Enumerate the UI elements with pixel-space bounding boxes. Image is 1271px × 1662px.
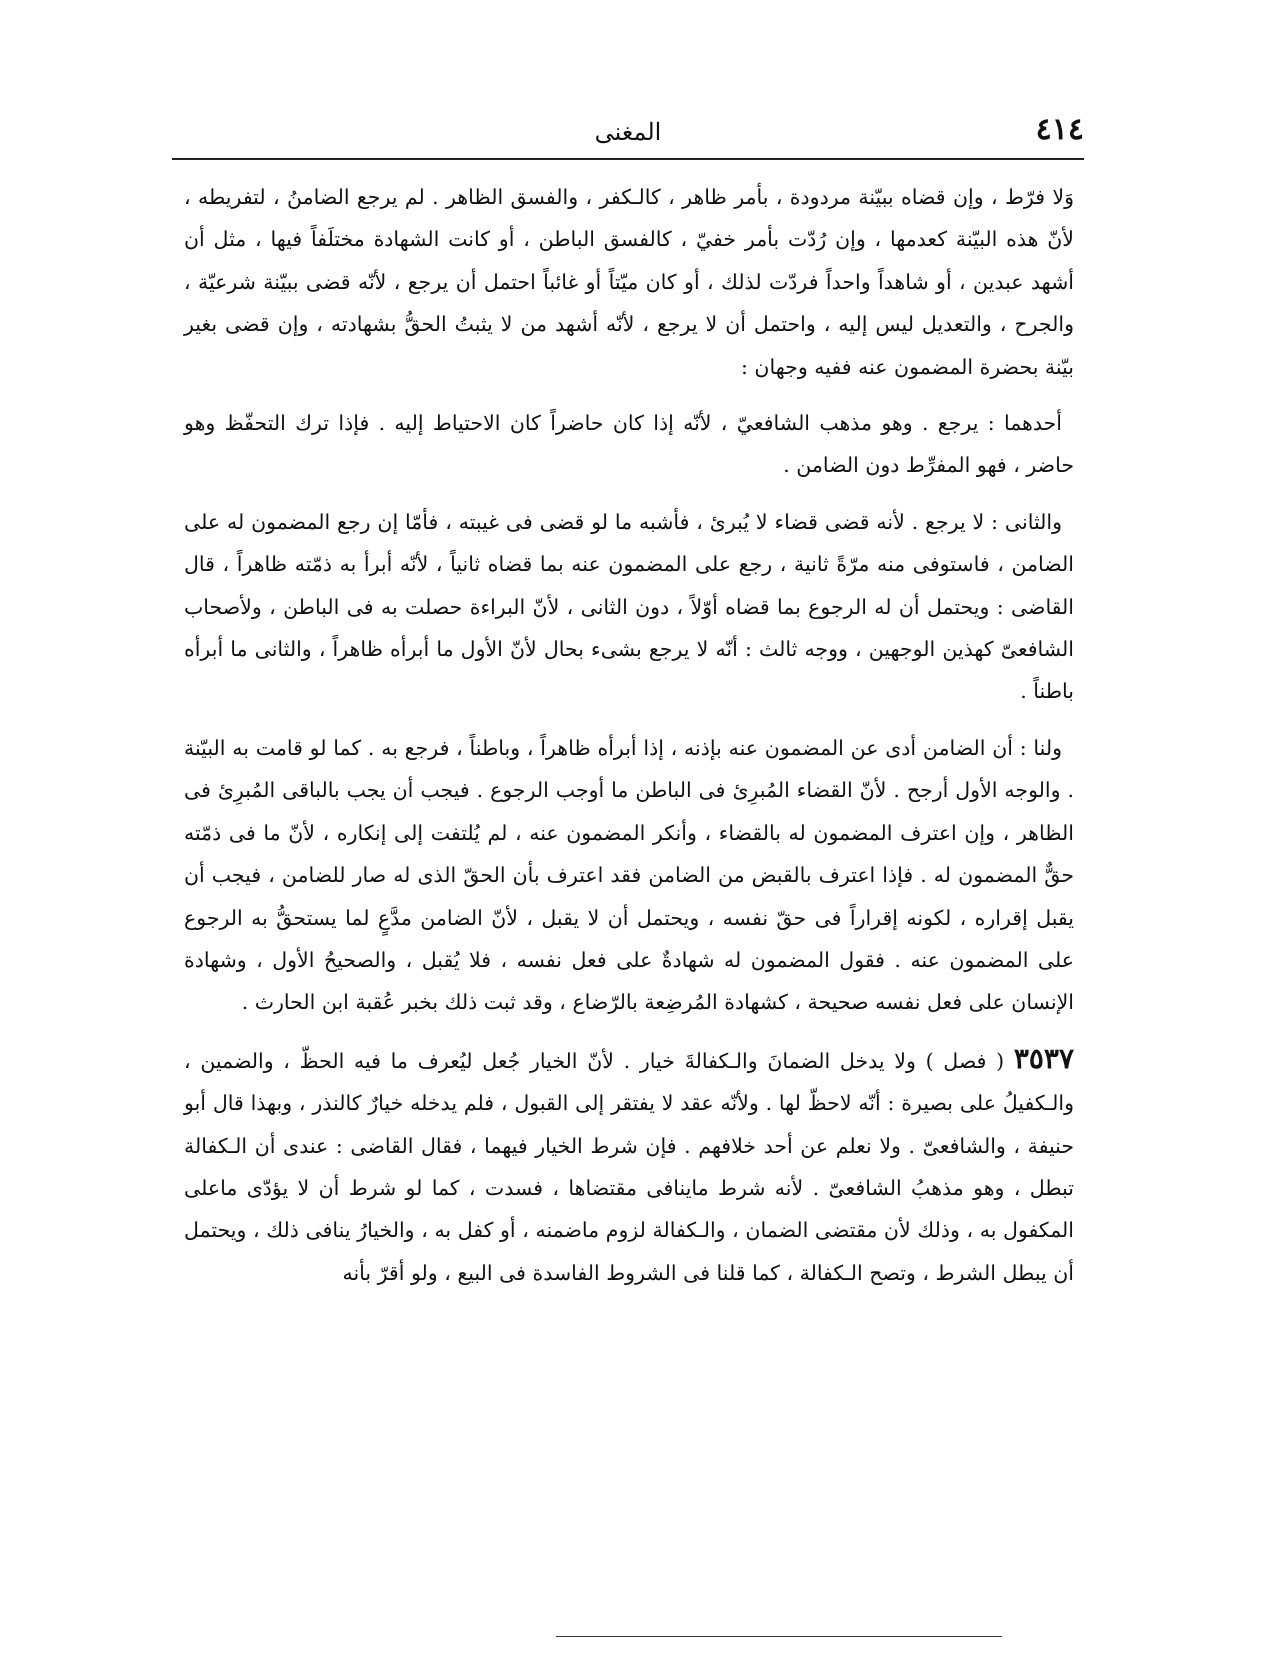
section-paragraph (184, 1038, 1074, 1294)
page-number: ٤١٤ (1035, 112, 1084, 147)
paragraph (184, 727, 1074, 1024)
paragraph-text: والثانى : لا يرجع . لأنه قضى قضاء لا يُبرئ ، فأشبه ما لو قضى فى غيبته ، فأمّا إن رجع المضمون له على الضامن ، فاستوفى منه مرّةً ثانية ، رجع على المضمون عنه بما قضاه ثانياً ، لأنّه أبرأ به ذمّته ظاهراً ، قال القاضى : ويحتمل أن له الرجوع بما قضاه أوّلاً ، دون الثانى ، لأنّ البراءة حصلت به فى الباطن ، ولأصحاب الشافعىّ كهذين الوجهين ، ووجه ثالث : أنّه لا يرجع بشىء بحال لأنّ الأول ما أبرأه ظاهراً ، والثانى ما أبرأه باطناً . (184, 509, 1074, 704)
paragraph (184, 176, 1074, 388)
paragraph-text: أحدهما : يرجع . وهو مذهب الشافعيّ ، لأنّه إذا كان حاضراً كان الاحتياط إليه . فإذا ترك التحفّظ وهو حاضر ، فهو المفرِّط دون الضامن . (184, 411, 1074, 478)
footer-rule (556, 1636, 1002, 1637)
section-number: ٣٥٣٧ (1013, 1041, 1074, 1075)
page-header (172, 108, 1084, 160)
page-body (184, 176, 1074, 1308)
paragraph-text: ولنا : أن الضامن أدى عن المضمون عنه بإذنه ، إذا أبرأه ظاهراً ، وباطناً ، فرجع به . كما لو قامت به البيّنة . والوجه الأول أرجح . لأنّ القضاء المُبرِئ فى الباطن ما أوجب الرجوع . فيجب أن يجب بالباقى المُبرِئ فى الظاهر ، وإن اعترف المضمون له بالقضاء ، وأنكر المضمون عنه ، لم يُلتفت إلى إنكاره ، لأنّ ما فى ذمّته حقٌّ المضمون له . فإذا اعترف بالقبض من الضامن فقد اعترف بأن الحقّ الذى له صار للضامن ، فيجب أن يقبل إقراره ، لكونه إقراراً فى حقّ نفسه ، ويحتمل أن لا يقبل ، لأنّ الضامن مدَّعٍ لما يستحقُّ به الرجوع على المضمون عنه . فقول المضمون له شهادةٌ على فعل نفسه ، فلا يُقبل ، والصحيحُ الأول ، وشهادة الإنسان على فعل نفسه صحيحة ، كشهادة المُرضِعة بالرّضاع ، وقد ثبت ذلك بخبر عُقبة ابن الحارث . (184, 735, 1074, 1015)
paragraph (184, 501, 1074, 713)
paragraph (184, 402, 1074, 487)
running-title: المغنى (594, 118, 662, 146)
paragraph-text: ( فصل ) ولا يدخل الضمانَ والـكفالةَ خيار . لأنّ الخيار جُعل ليُعرف ما فيه الحظّ ، والضمين ، والـكفيلُ على بصيرة : أنّه لاحظّ لها . ولأنّه عقد لا يفتقر إلى القبول ، فلم يدخله خيارٌ كالنذر ، وبهذا قال أبو حنيفة ، والشافعىّ . ولا نعلم عن أحد خلافهم . فإن شرط الخيار فيهما ، فقال القاضى : عندى أن الـكفالة تبطل ، وهو مذهبُ الشافعىّ . لأنه شرط ماينافى مقتضاها ، فسدت ، كما لو شرط أن لا يؤدّى ماعلى المكفول به ، وذلك لأن مقتضى الضمان ، والـكفالة لزوم ماضمنه ، أو كفل به ، والخيارُ ينافى ذلك ، ويحتمل أن يبطل الشرط ، وتصح الـكفالة ، كما قلنا فى الشروط الفاسدة فى البيع ، ولو أقرّ بأنه (184, 1048, 1074, 1285)
header-rule (172, 158, 1084, 160)
paragraph-text: وَلا فرّط ، وإن قضاه ببيّنة مردودة ، بأمر ظاهر ، كالـكفر ، والفسق الظاهر . لم يرجع الضامنُ ، لتفريطه ، لأنّ هذه البيّنة كعدمها ، وإن رُدّت بأمر خفيّ ، كالفسق الباطن ، أو كانت الشهادة مختلَفاً فيها ، مثل أن أشهد عبدين ، أو شاهداً واحداً فردّت لذلك ، أو كان ميّتاً أو غائباً احتمل أن يرجع ، لأنّه قضى ببيّنة شرعيّة ، والجرح ، والتعديل ليس إليه ، واحتمل أن لا يرجع ، لأنّه أشهد من لا يثبتُ الحقُّ بشهادته ، وإن قضى بغير بيّنة بحضرة المضمون عنه ففيه وجهان : (184, 185, 1074, 379)
